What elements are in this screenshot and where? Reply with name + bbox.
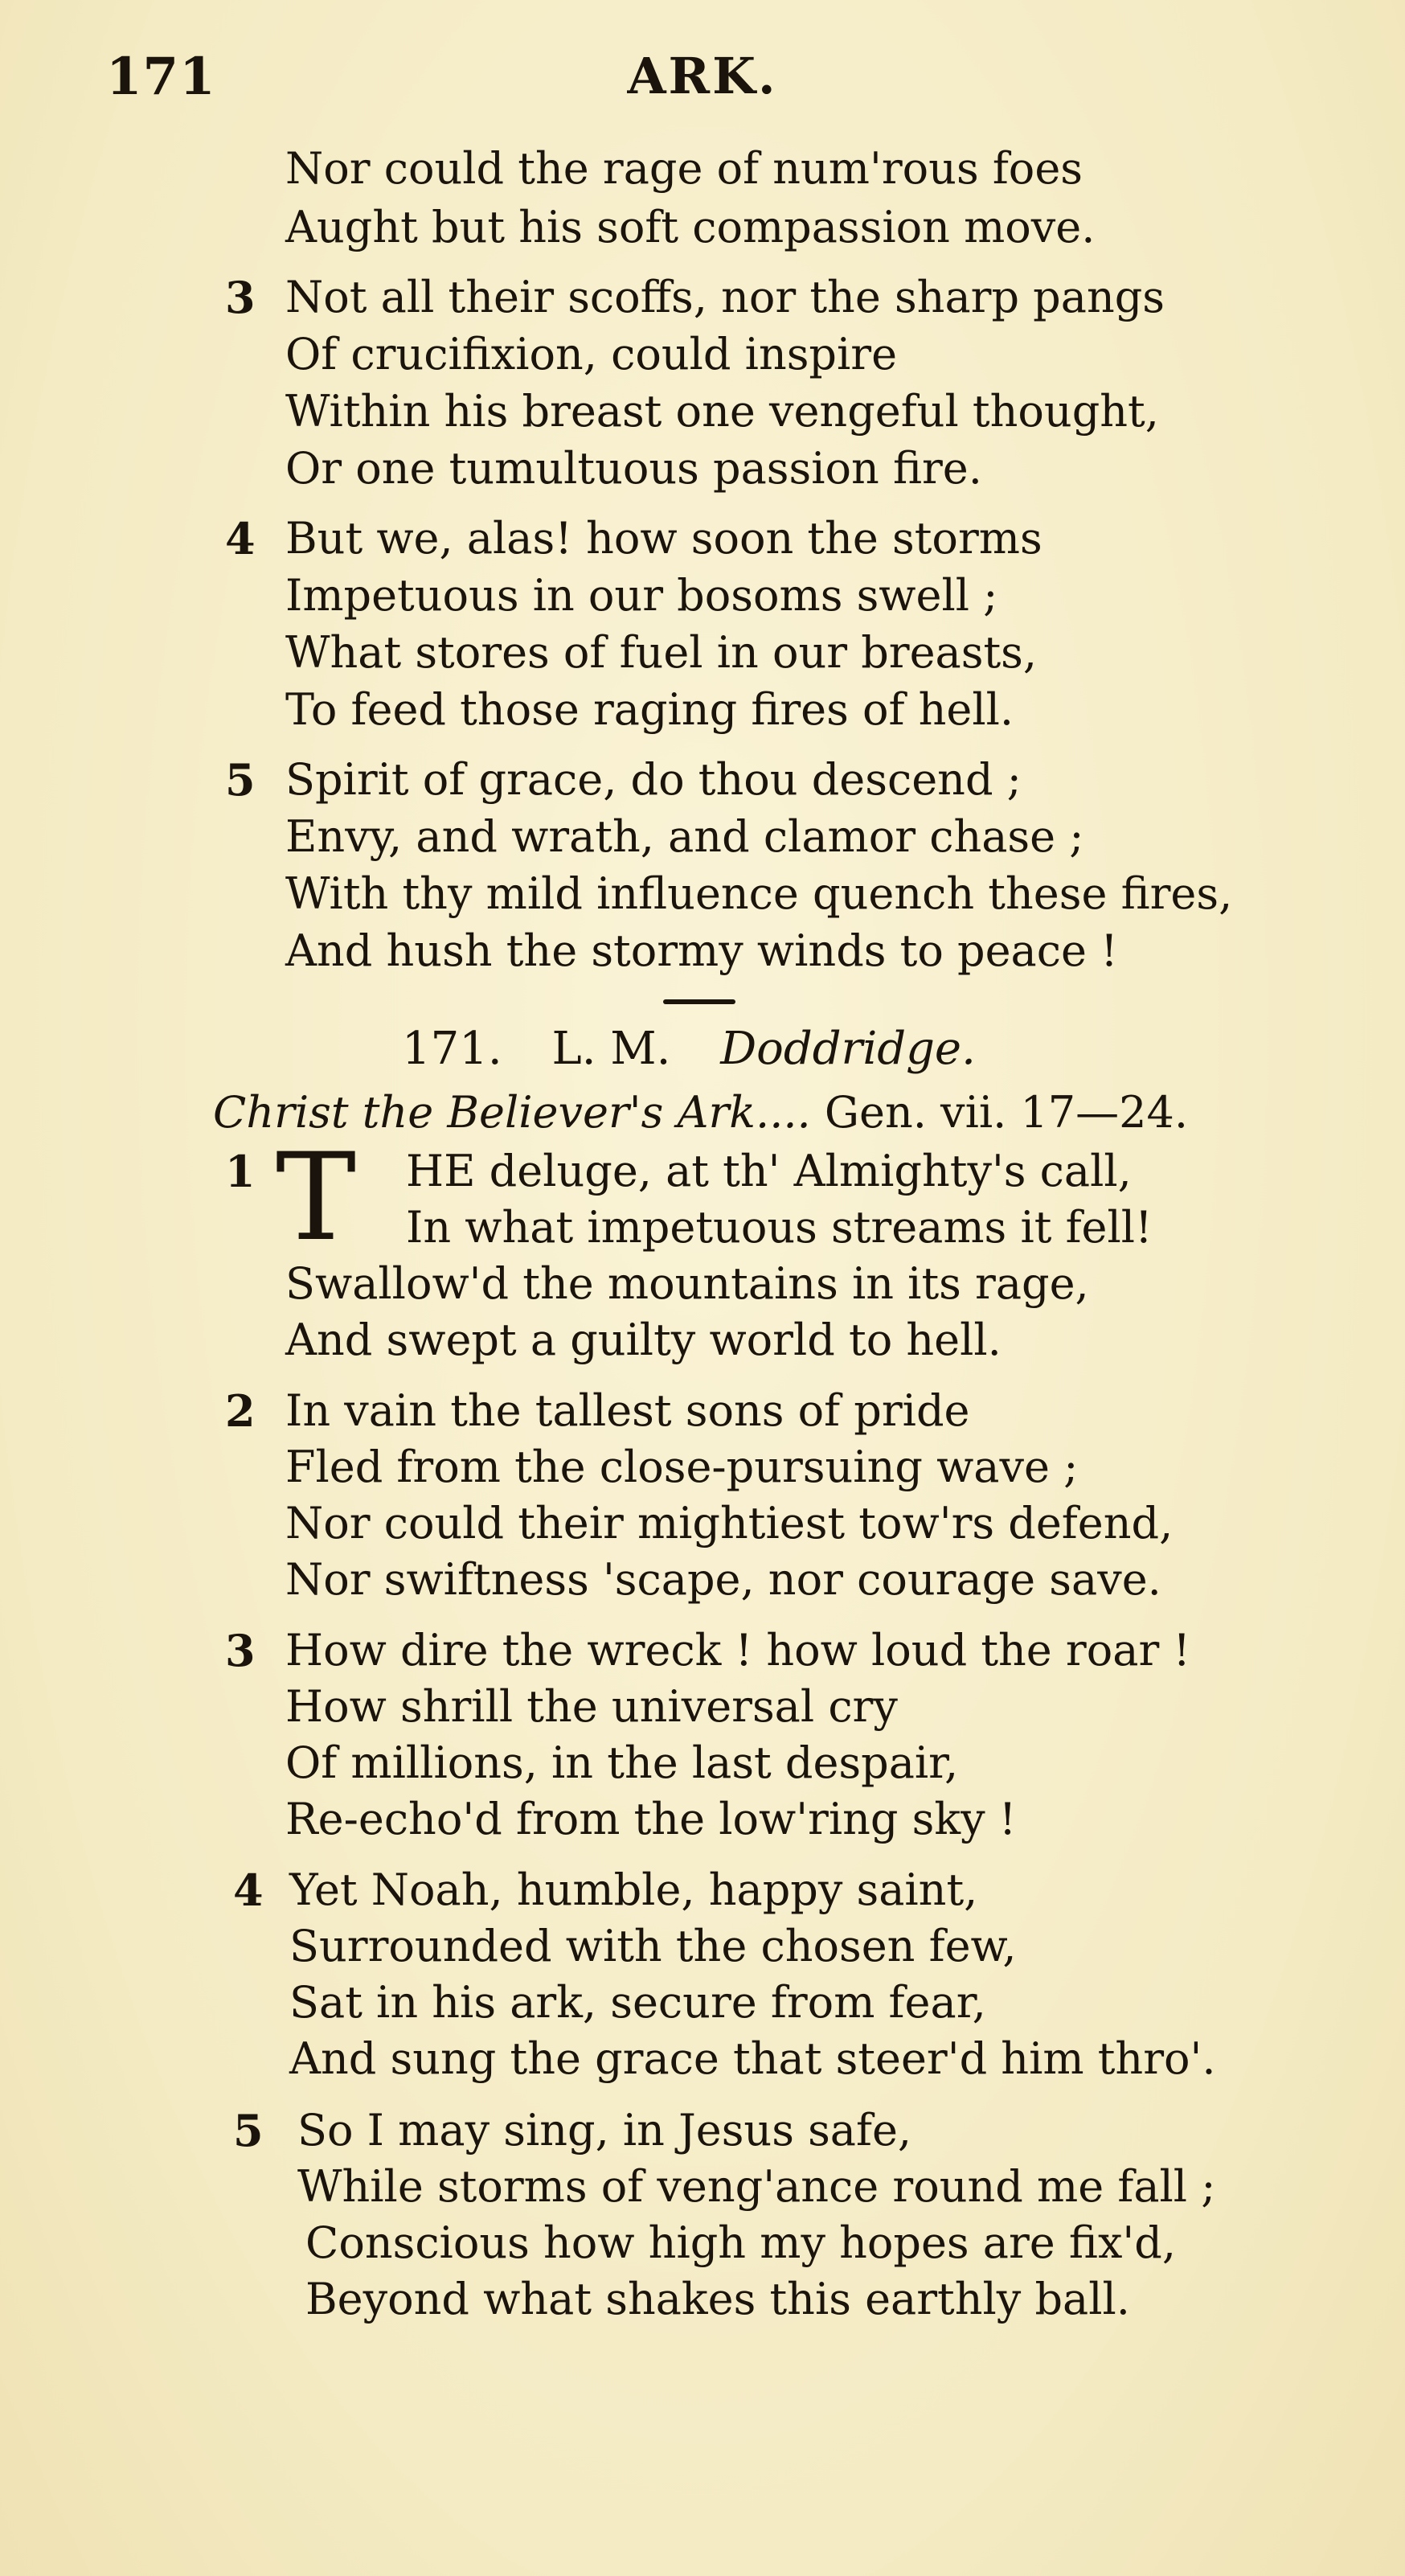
verse-line: Fled from the close-pursuing wave ; [285, 1442, 1079, 1492]
verse-line: Nor could their mightiest tow'rs defend, [285, 1498, 1174, 1548]
hymn-number: 171. [402, 1023, 502, 1075]
verse-line: So I may sing, in Jesus safe, [297, 2105, 912, 2156]
verse-line: How dire the wreck ! how loud the roar ! [285, 1625, 1191, 1676]
hymn-author: Doddridge. [720, 1023, 976, 1075]
stanza-number: 3 [225, 272, 256, 323]
verse-line: Nor could the rage of num'rous foes [285, 143, 1083, 194]
verse-line: And swept a guilty world to hell. [285, 1315, 1002, 1365]
verse-line: Within his breast one vengeful thought, [285, 386, 1159, 437]
drop-cap: T [276, 1128, 357, 1268]
verse-line: Impetuous in our bosoms swell ; [285, 570, 998, 621]
hymn-subtitle-title: Christ the Believer's Ark.... [213, 1087, 811, 1138]
page-header [0, 47, 1405, 119]
verse-line: Yet Noah, humble, happy saint, [289, 1864, 978, 1915]
verse-line: How shrill the universal cry [285, 1681, 898, 1732]
section-divider [663, 999, 735, 1004]
hymn-meter: L. M. [551, 1023, 671, 1075]
verse-line: Re-echo'd from the low'ring sky ! [285, 1794, 1017, 1844]
verse-line: In vain the tallest sons of pride [285, 1385, 970, 1436]
verse-line: Of millions, in the last despair, [285, 1737, 959, 1788]
verse-line: And sung the grace that steer'd him thro'. [289, 2033, 1216, 2084]
stanza-number: 1 [225, 1146, 256, 1197]
scripture-reference: Gen. vii. 17—24. [824, 1087, 1189, 1138]
verse-line: Nor swiftness 'scape, nor courage save. [285, 1554, 1161, 1605]
stanza-number: 4 [233, 1864, 264, 1916]
stanza-number: 4 [225, 513, 256, 564]
verse-line: Or one tumultuous passion fire. [285, 443, 982, 494]
verse-line: Envy, and wrath, and clamor chase ; [285, 811, 1084, 862]
verse-line: But we, alas! how soon the storms [285, 513, 1042, 564]
verse-line: Beyond what shakes this earthly ball. [305, 2274, 1130, 2324]
verse-line: Conscious how high my hopes are fix'd, [305, 2217, 1176, 2268]
verse-line: Aught but his soft compassion move. [285, 202, 1096, 252]
page-number: 171 [106, 47, 216, 107]
verse-line: HE deluge, at th' Almighty's call, [406, 1146, 1132, 1196]
verse-line: Spirit of grace, do thou descend ; [285, 754, 1022, 805]
verse-line: In what impetuous streams it fell! [406, 1202, 1153, 1253]
hymn-heading [402, 1023, 976, 1075]
verse-line: To feed those raging fires of hell. [285, 684, 1014, 735]
stanza-number: 2 [225, 1385, 256, 1437]
verse-line: While storms of veng'ance round me fall ; [297, 2161, 1216, 2212]
verse-line: And hush the stormy winds to peace ! [285, 925, 1118, 976]
stanza-number: 5 [233, 2105, 264, 2156]
running-head: ARK. [627, 47, 778, 105]
verse-line: Surrounded with the chosen few, [289, 1921, 1017, 1971]
verse-line: Swallow'd the mountains in its rage, [285, 1258, 1089, 1309]
verse-line: Of crucifixion, could inspire [285, 329, 898, 379]
stanza-number: 3 [225, 1625, 256, 1676]
hymn-subtitle [213, 1087, 1189, 1138]
verse-line: Not all their scoffs, nor the sharp pangs [285, 272, 1165, 322]
stanza-number: 5 [225, 754, 256, 806]
verse-line: With thy mild influence quench these fires, [285, 868, 1233, 919]
verse-line: What stores of fuel in our breasts, [285, 627, 1038, 678]
verse-line: Sat in his ark, secure from fear, [289, 1977, 986, 2028]
